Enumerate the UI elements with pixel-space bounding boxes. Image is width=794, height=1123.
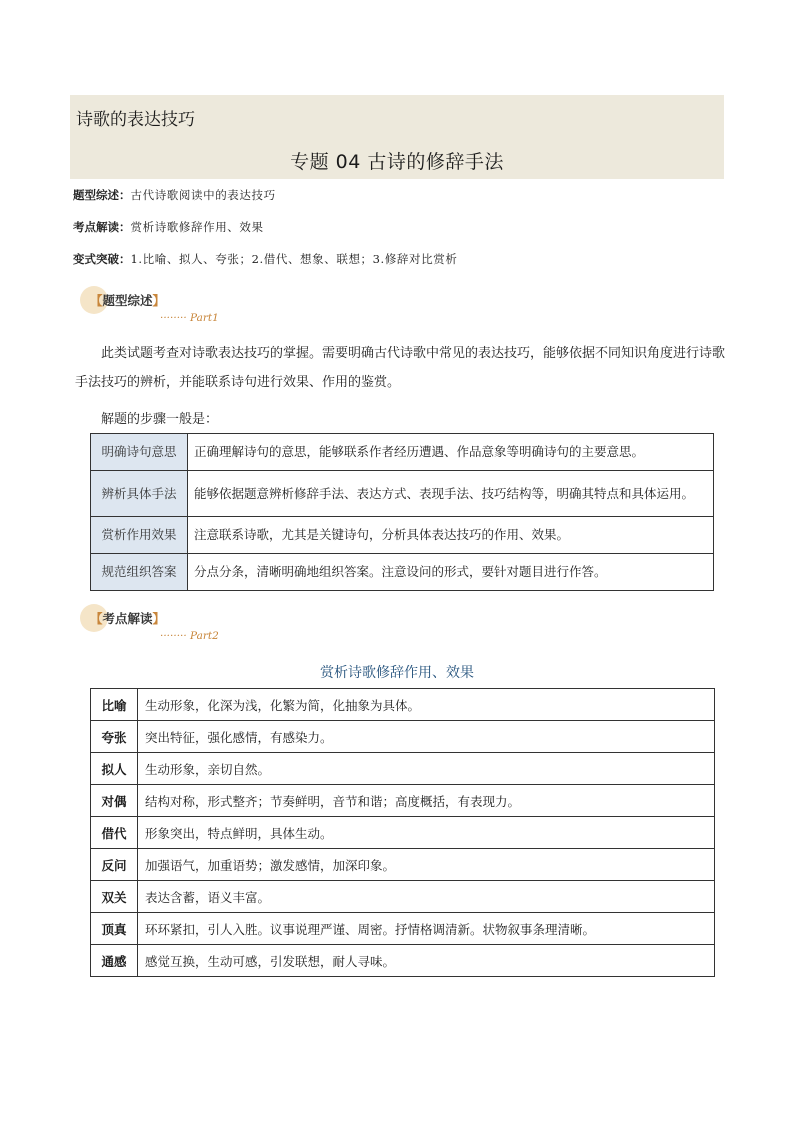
meta-value: 古代诗歌阅读中的表达技巧 xyxy=(130,188,276,202)
rhetoric-key: 顶真 xyxy=(91,913,138,945)
header-banner xyxy=(70,95,724,179)
table-row xyxy=(91,881,715,913)
step-key: 规范组织答案 xyxy=(91,554,188,591)
rhetoric-desc: 结构对称，形式整齐；节奏鲜明，音节和谐；高度概括，有表现力。 xyxy=(138,785,715,817)
rhetoric-key: 拟人 xyxy=(91,753,138,785)
step-key: 明确诗句意思 xyxy=(91,434,188,471)
rhetoric-table-title: 赏析诗歌修辞作用、效果 xyxy=(320,665,474,681)
section-label: 【题型综述】 xyxy=(90,293,166,308)
table-row xyxy=(91,721,715,753)
page-title: 专题 04 古诗的修辞手法 xyxy=(290,151,504,173)
table-row xyxy=(91,471,714,517)
meta-value: 赏析诗歌修辞作用、效果 xyxy=(130,220,264,234)
table-row xyxy=(91,689,715,721)
rhetoric-desc: 形象突出，特点鲜明，具体生动。 xyxy=(138,817,715,849)
rhetoric-key: 夸张 xyxy=(91,721,138,753)
section-heading-points xyxy=(80,604,280,644)
rhetoric-key: 比喻 xyxy=(91,689,138,721)
table-row xyxy=(91,817,715,849)
steps-label: 解题的步骤一般是： xyxy=(101,412,219,427)
step-desc: 正确理解诗句的意思，能够联系作者经历遭遇、作品意象等明确诗句的主要意思。 xyxy=(188,434,714,471)
rhetoric-key: 对偶 xyxy=(91,785,138,817)
step-desc: 能够依据题意辨析修辞手法、表达方式、表现手法、技巧结构等，明确其特点和具体运用。 xyxy=(188,471,714,517)
step-desc: 注意联系诗歌，尤其是关键诗句，分析具体表达技巧的作用、效果。 xyxy=(188,517,714,554)
step-desc: 分点分条，清晰明确地组织答案。注意设问的形式，要针对题目进行作答。 xyxy=(188,554,714,591)
table-row xyxy=(91,517,714,554)
category-label: 诗歌的表达技巧 xyxy=(76,110,195,130)
rhetoric-desc: 感觉互换，生动可感，引发联想，耐人寻味。 xyxy=(138,945,715,977)
rhetoric-desc: 环环紧扣，引人入胜。议事说理严谨、周密。抒情格调清新。状物叙事条理清晰。 xyxy=(138,913,715,945)
table-row xyxy=(91,945,715,977)
meta-line-variants xyxy=(73,251,457,267)
table-row xyxy=(91,753,715,785)
rhetoric-key: 双关 xyxy=(91,881,138,913)
meta-key: 考点解读： xyxy=(73,220,131,234)
table-row xyxy=(91,554,714,591)
table-row xyxy=(91,849,715,881)
rhetoric-desc: 突出特征，强化感情，有感染力。 xyxy=(138,721,715,753)
table-row xyxy=(91,913,715,945)
meta-value: 1.比喻、拟人、夸张；2.借代、想象、联想；3.修辞对比赏析 xyxy=(130,252,458,266)
rhetoric-table xyxy=(90,688,715,977)
section-heading-overview xyxy=(80,286,280,326)
rhetoric-desc: 生动形象，化深为浅，化繁为简，化抽象为具体。 xyxy=(138,689,715,721)
meta-line-points xyxy=(73,219,264,235)
rhetoric-desc: 表达含蓄，语义丰富。 xyxy=(138,881,715,913)
section-part-label: ········ Part2 xyxy=(160,630,219,642)
intro-paragraph: 此类试题考查对诗歌表达技巧的掌握。需要明确古代诗歌中常见的表达技巧，能够依据不同知识角度进行诗歌手法技巧的辨析，并能联系诗句进行效果、作用的鉴赏。 xyxy=(75,346,726,390)
meta-key: 题型综述： xyxy=(73,188,131,202)
rhetoric-key: 反问 xyxy=(91,849,138,881)
rhetoric-key: 通感 xyxy=(91,945,138,977)
rhetoric-desc: 加强语气，加重语势；激发感情，加深印象。 xyxy=(138,849,715,881)
rhetoric-desc: 生动形象，亲切自然。 xyxy=(138,753,715,785)
table-row xyxy=(91,434,714,471)
rhetoric-key: 借代 xyxy=(91,817,138,849)
meta-line-overview xyxy=(73,187,276,203)
step-key: 辨析具体手法 xyxy=(91,471,188,517)
meta-key: 变式突破： xyxy=(73,252,131,266)
steps-table xyxy=(90,433,714,591)
step-key: 赏析作用效果 xyxy=(91,517,188,554)
section-part-label: ········ Part1 xyxy=(160,312,219,324)
section-label: 【考点解读】 xyxy=(90,611,166,626)
table-row xyxy=(91,785,715,817)
